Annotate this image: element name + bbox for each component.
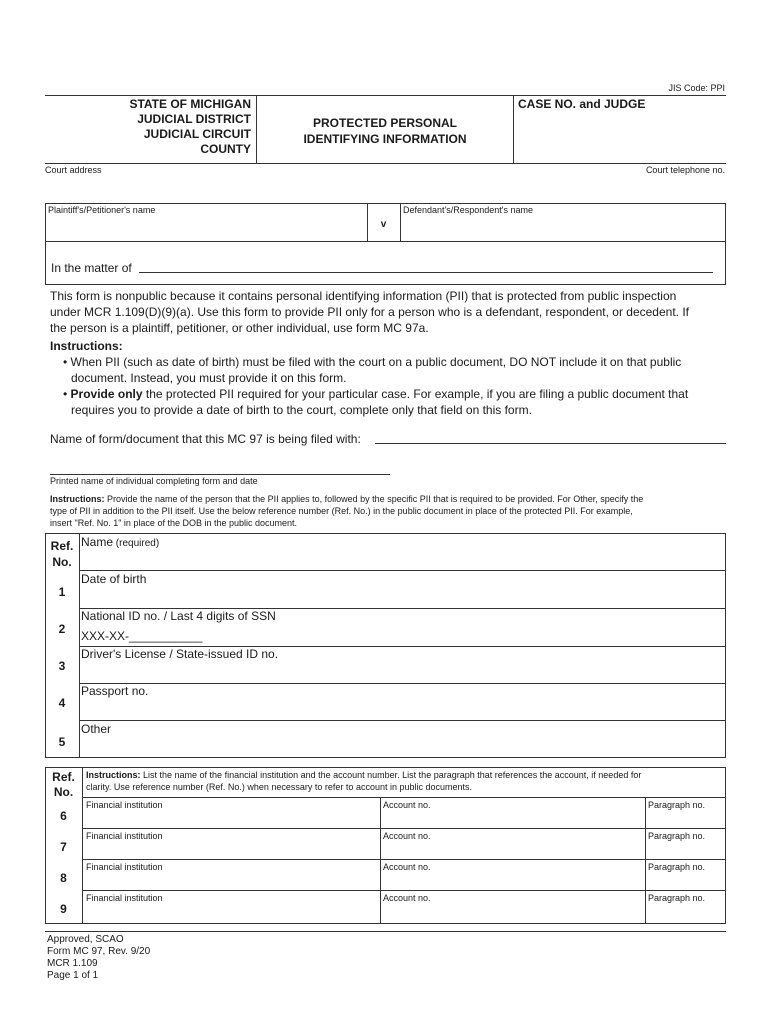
financial-ref-no-header: Ref. No. — [52, 770, 75, 799]
plaintiff-name-field[interactable]: Plaintiff's/Petitioner's name — [48, 205, 156, 215]
ref-number: 4 — [58, 696, 66, 710]
financial-institution-field[interactable]: Financial institution — [86, 831, 163, 841]
court-line-state: STATE OF MICHIGAN — [129, 97, 251, 111]
instructions-bullet-1: • When PII (such as date of birth) must be filed with the court on a public document, DO NOT include it on that public document. Instead, you must provide it on this form. — [63, 355, 682, 385]
ref-number: 3 — [58, 659, 66, 673]
ref-number: 5 — [58, 735, 66, 749]
defendant-name-field[interactable]: Defendant's/Respondent's name — [403, 205, 534, 215]
passport-field[interactable]: Passport no. — [81, 684, 149, 698]
ref-number: 2 — [58, 622, 66, 636]
account-no-field[interactable]: Account no. — [383, 831, 431, 841]
matter-input[interactable] — [139, 272, 713, 273]
paragraph-no-field[interactable]: Paragraph no. — [648, 893, 706, 903]
form-name-label: Name of form/document that this MC 97 is being filed with: — [50, 432, 361, 446]
versus-label: v — [380, 219, 387, 230]
court-address-label: Court address — [45, 165, 102, 175]
financial-institution-field[interactable]: Financial institution — [86, 893, 163, 903]
account-no-field[interactable]: Account no. — [383, 800, 431, 810]
account-no-field[interactable]: Account no. — [383, 862, 431, 872]
financial-instructions: Instructions: List the name of the financial institution and the account number. List the paragraph that references the account, if needed for clarity. Use reference number (Ref. No.) when necessary to refer to account in public documents. — [86, 770, 642, 792]
paragraph-no-field[interactable]: Paragraph no. — [648, 831, 706, 841]
form-name-input[interactable] — [375, 443, 726, 444]
paragraph-no-field[interactable]: Paragraph no. — [648, 862, 706, 872]
ref-no-header: Ref. No. — [50, 539, 74, 569]
matter-label: In the matter of — [51, 261, 132, 275]
ref-number: 9 — [60, 902, 67, 916]
date-of-birth-field[interactable]: Date of birth — [81, 572, 147, 586]
ssn-input[interactable]: XXX-XX-___________ — [81, 629, 203, 643]
printed-name-label: Printed name of individual completing form and date — [50, 476, 258, 486]
court-line-district: JUDICIAL DISTRICT — [137, 112, 251, 126]
other-field[interactable]: Other — [81, 722, 112, 736]
ref-number: 7 — [60, 840, 67, 854]
name-field[interactable]: Name (required) — [81, 535, 160, 549]
drivers-license-field[interactable]: Driver's License / State-issued ID no. — [81, 647, 279, 661]
form-footer: Approved, SCAO Form MC 97, Rev. 9/20 MCR 1.109 Page 1 of 1 — [47, 934, 151, 981]
court-block — [45, 97, 251, 157]
ssn-field[interactable]: National ID no. / Last 4 digits of SSN — [81, 609, 276, 623]
ref-number: 8 — [60, 871, 67, 885]
paragraph-no-field[interactable]: Paragraph no. — [648, 800, 706, 810]
intro-paragraph: This form is nonpublic because it contains personal identifying information (PII) that is protected from public inspection under MCR 1.109(D)(9)(a). Use this form to provide PII only for a person who is a defendant, respondent, or decedent. If the person is a plaintiff, petitioner, or other individual, use form MC 97a. — [50, 289, 689, 335]
court-line-county: COUNTY — [200, 142, 251, 156]
court-phone-label: Court telephone no. — [645, 165, 725, 175]
page-title: PROTECTED PERSONAL IDENTIFYING INFORMATION — [303, 116, 467, 146]
ref-number: 6 — [60, 809, 67, 823]
financial-institution-field[interactable]: Financial institution — [86, 862, 163, 872]
instructions-bullet-2: • Provide only the protected PII required for your particular case. For example, if you are filing a public document that requires you to provide a date of birth to the court, complete only that field on this form. — [63, 387, 689, 417]
printed-name-input[interactable] — [50, 474, 390, 475]
court-line-circuit: JUDICIAL CIRCUIT — [143, 127, 251, 141]
pii-instructions: Instructions: Provide the name of the person that the PII applies to, followed by the specific PII that is required to be provided. For Other, specify the type of PII in addition to the PII itself. Use the below reference number (Ref. No.) in the public document in place of the protected PII. For example, insert "Ref. No. 1" in place of the DOB in the public document. — [50, 494, 644, 528]
case-no-label: CASE NO. and JUDGE — [518, 97, 646, 111]
account-no-field[interactable]: Account no. — [383, 893, 431, 903]
financial-institution-field[interactable]: Financial institution — [86, 800, 163, 810]
instructions-heading: Instructions: — [50, 339, 123, 353]
ref-number: 1 — [58, 585, 66, 599]
jis-code: JIS Code: PPI — [668, 83, 725, 93]
